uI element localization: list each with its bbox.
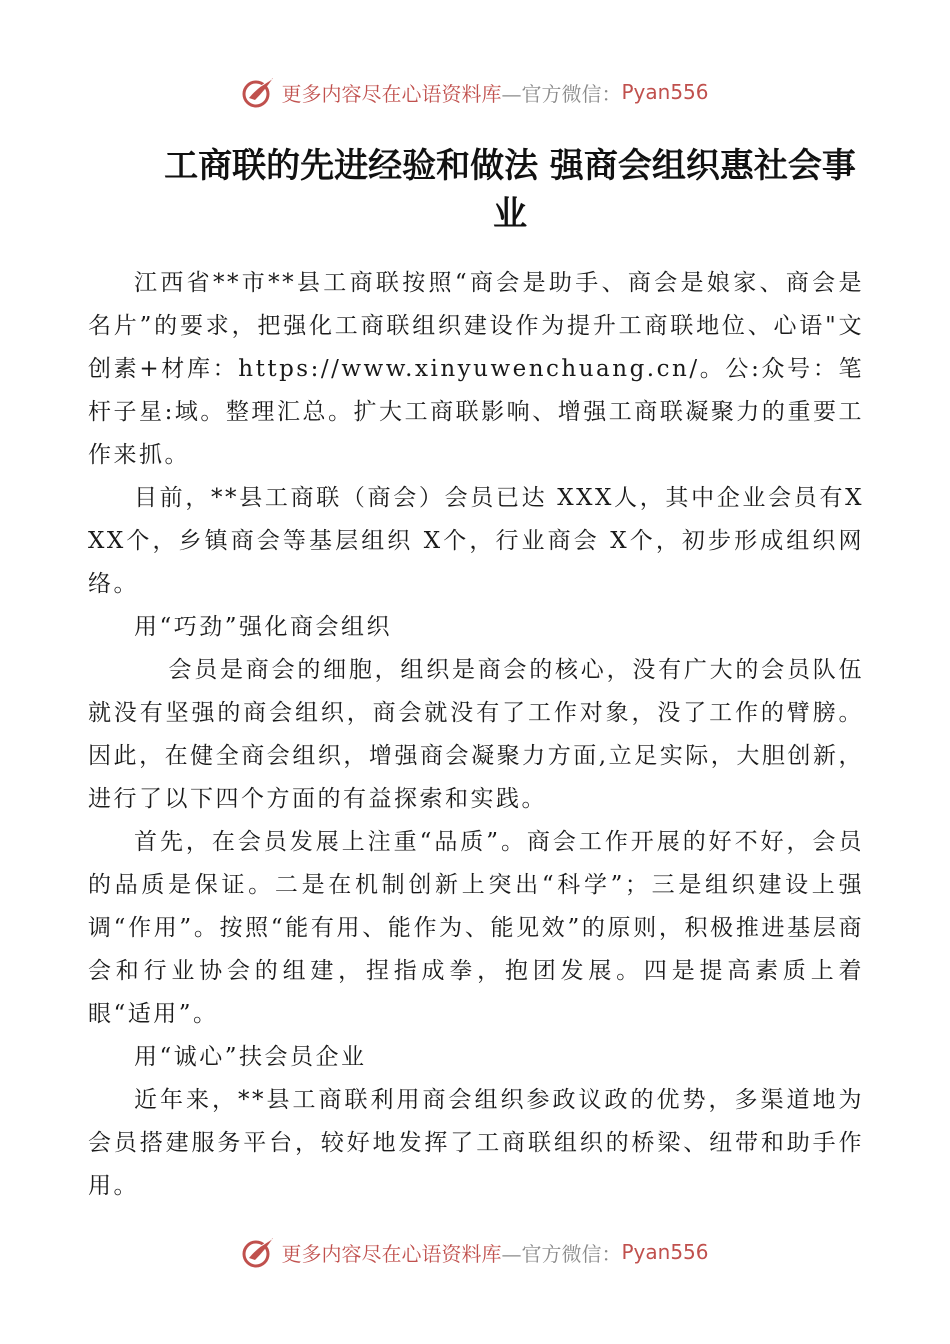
footer-banner: [0, 1232, 950, 1272]
paragraph-support: 近年来，**县工商联利用商会组织参政议政的优势，多渠道地为会员搭建服务平台，较好地发挥了工商联组织的桥梁、纽带和助手作用。: [88, 1087, 864, 1199]
paragraph-membership: 目前，**县工商联（商会）会员已达 XXX人，其中企业会员有XXX个，乡镇商会等基层组织 X个，行业商会 X个，初步形成组织网络。: [88, 485, 864, 597]
header-banner: [0, 72, 950, 112]
banner-wechat-label: —官方微信：: [501, 1241, 622, 1266]
section-heading-support: 用“诚心”扶会员企业: [134, 1044, 367, 1070]
banner-wechat-id: Pyan556: [621, 1240, 709, 1264]
document-body: [88, 262, 864, 1208]
quill-pen-logo-icon: [241, 74, 277, 110]
paragraph-organization: 会员是商会的细胞，组织是商会的核心，没有广大的会员队伍就没有坚强的商会组织，商会就没有了工作对象，没了工作的臂膀。因此，在健全商会组织，增强商会凝聚力方面,立足实际，大胆创新，进行了以下四个方面的有益探索和实践。: [88, 657, 864, 812]
document-title: 工商联的先进经验和做法 强商会组织惠社会事业: [164, 146, 856, 234]
banner-wechat-label: —官方微信：: [501, 81, 622, 106]
banner-site-name: 更多内容尽在心语资料库: [281, 1241, 502, 1266]
paragraph-intro: 江西省**市**县工商联按照“商会是助手、商会是娘家、商会是名片”的要求，把强化工商联组织建设作为提升工商联地位、心语"文创素+材库：https://www.xinyuwenchuang.cn/。公:众号：笔杆子星:域。整理汇总。扩大工商联影响、增强工商联凝聚力的重要工作来抓。: [88, 270, 864, 468]
quill-pen-logo-icon: [241, 1234, 277, 1270]
paragraph-measures: 首先，在会员发展上注重“品质”。商会工作开展的好不好，会员的品质是保证。二是在机制创新上突出“科学”；三是组织建设上强调“作用”。按照“能有用、能作为、能见效”的原则，积极推进基层商会和行业协会的组建，捏指成拳，抱团发展。四是提高素质上着眼“适用”。: [88, 829, 864, 1027]
banner-wechat-id: Pyan556: [621, 80, 709, 104]
section-heading-organization: 用“巧劲”强化商会组织: [134, 614, 393, 640]
banner-site-name: 更多内容尽在心语资料库: [281, 81, 502, 106]
